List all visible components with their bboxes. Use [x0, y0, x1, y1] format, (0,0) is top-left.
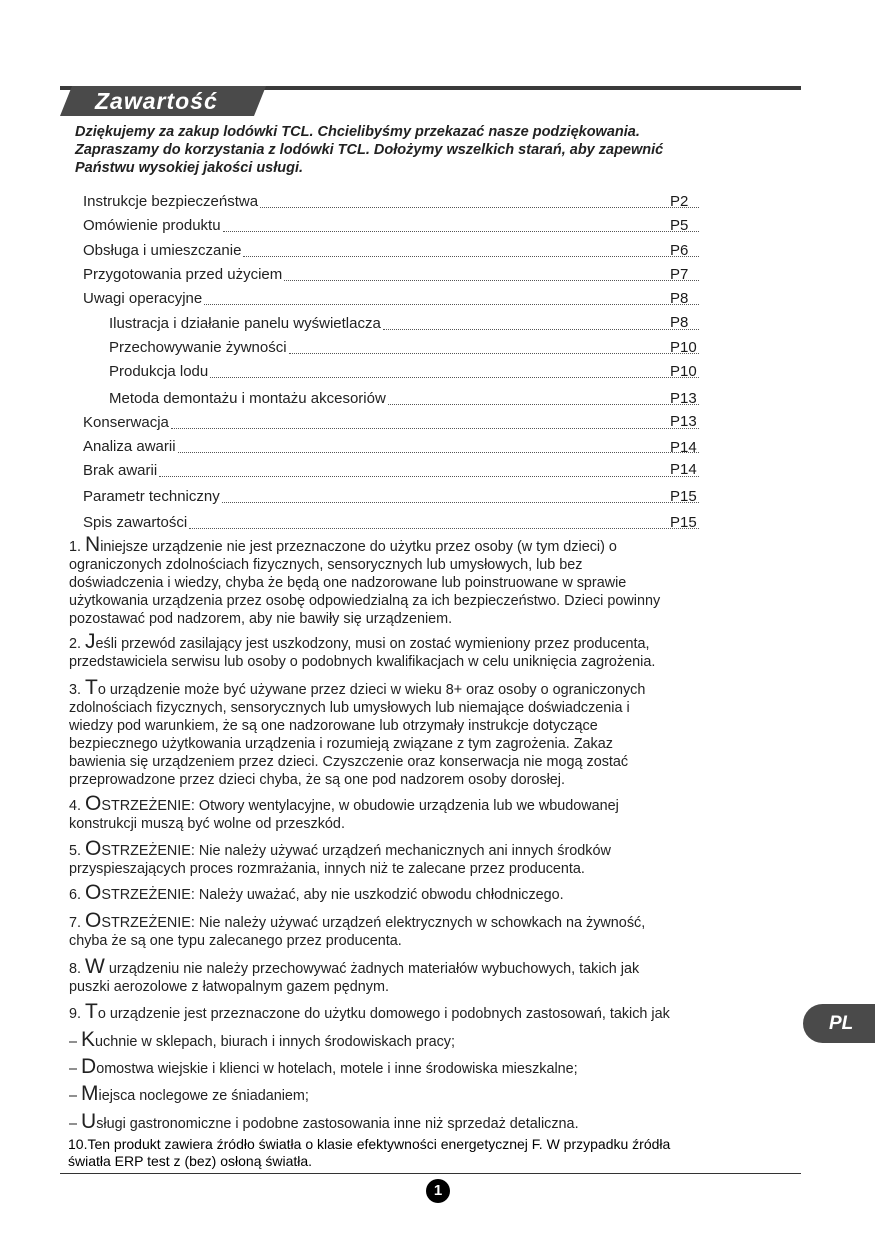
bullet-item: – Miejsca noclegowe ze śniadaniem;	[69, 1082, 309, 1105]
note-2: 2. Jeśli przewód zasilający jest uszkodzony, musi on zostać wymieniony przez producenta, przedstawiciela serwisu lub osoby o podobnych kwalifikacjach w celu uniknięcia zagrożenia.	[69, 630, 656, 670]
note-8: 8. W urządzeniu nie należy przechowywać żadnych materiałów wybuchowych, takich jak puszki aerozolowe z łatwopalnym gazem pędnym.	[69, 955, 640, 995]
toc-page-number: P15	[670, 514, 697, 531]
language-tab: PL	[803, 1004, 875, 1043]
toc-page-number: P10	[670, 339, 697, 356]
toc-page-number: P15	[670, 488, 697, 505]
bullet-item: – Domostwa wiejskie i klienci w hotelach, motele i inne środowiska mieszkalne;	[69, 1055, 578, 1078]
intro-text: Dziękujemy za zakup lodówki TCL. Chcielibyśmy przekazać nasze podziękowania. Zapraszamy do korzystania z lodówki TCL. Dołożymy wszelkich starań, aby zapewnić Państwu wysokiej jakości usługi.	[75, 124, 664, 176]
note-3: 3. To urządzenie może być używane przez dzieci w wieku 8+ oraz osoby o ograniczonych zdolnościach fizycznych, sensorycznych lub umysłowych lub niemające doświadczenia i wiedzy pod warunkiem, że są one nadzorowane lub otrzymały instrukcje dotyczące bezpiecznego użytkowania urządzenia i rozumieją związane z tym zagrożenia. Zakaz bawienia się urządzeniem przez dzieci. Czyszczenie oraz konserwacja nie mogą zostać przeprowadzone przez dzieci chyba, że są one pod nadzorem osoby dorosłej.	[69, 676, 646, 788]
toc-item: Brak awarii	[83, 460, 703, 480]
footer-rule	[60, 1173, 801, 1174]
toc-page-number: P7	[670, 266, 689, 283]
toc-item: Parametr techniczny	[83, 486, 703, 506]
toc-page-number: P13	[670, 413, 697, 430]
toc-item: Przechowywanie żywności	[109, 337, 703, 357]
toc-page-number: P6	[670, 242, 689, 259]
toc-page-number: P10	[670, 363, 697, 380]
toc-page-number: P2	[670, 193, 689, 210]
note-7: 7. OSTRZEŻENIE: Nie należy używać urządzeń elektrycznych w schowkach na żywność, chyba że są one typu zalecanego przez producenta.	[69, 909, 646, 949]
page-number-badge: 1	[426, 1179, 450, 1203]
toc-page-number: P5	[670, 217, 689, 234]
toc-item: Produkcja lodu	[109, 361, 703, 381]
toc-item: Spis zawartości	[83, 512, 703, 532]
toc-item: Metoda demontażu i montażu akcesoriów	[109, 388, 703, 408]
bullet-item: – Usługi gastronomiczne i podobne zastosowania inne niż sprzedaż detaliczna.	[69, 1110, 579, 1133]
bullet-item: – Kuchnie w sklepach, biurach i innych środowiskach pracy;	[69, 1028, 455, 1051]
toc-item: Ilustracja i działanie panelu wyświetlacza	[109, 313, 703, 333]
toc-item: Uwagi operacyjne	[83, 288, 703, 308]
toc-page-number: P8	[670, 314, 689, 331]
toc-page-number: P8	[670, 290, 689, 307]
toc-page-number: P13	[670, 390, 697, 407]
note-4: 4. OSTRZEŻENIE: Otwory wentylacyjne, w obudowie urządzenia lub we wbudowanej konstrukcji muszą być wolne od przeszkód.	[69, 792, 619, 832]
toc-item: Przygotowania przed użyciem	[83, 264, 703, 284]
note-6: 6. OSTRZEŻENIE: Należy uważać, aby nie uszkodzić obwodu chłodniczego.	[69, 881, 564, 904]
toc-item: Instrukcje bezpieczeństwa	[83, 191, 703, 211]
page-title: Zawartość	[95, 88, 218, 114]
toc-item: Konserwacja	[83, 412, 703, 432]
toc-item: Omówienie produktu	[83, 215, 703, 235]
note-10: 10.Ten produkt zawiera źródło światła o klasie efektywności energetycznej F. W przypadku źródła światła ERP test z (bez) osłoną światła.	[68, 1136, 671, 1169]
toc-item: Analiza awarii	[83, 436, 703, 456]
note-9: 9. To urządzenie jest przeznaczone do użytku domowego i podobnych zastosowań, takich jak	[69, 1000, 670, 1023]
toc-item: Obsługa i umieszczanie	[83, 240, 703, 260]
toc-page-number: P14	[670, 439, 697, 456]
toc-page-number: P14	[670, 461, 697, 478]
note-5: 5. OSTRZEŻENIE: Nie należy używać urządzeń mechanicznych ani innych środków przyspieszających proces rozmrażania, innych niż te zalecane przez producenta.	[69, 837, 611, 877]
note-1: 1. Niniejsze urządzenie nie jest przeznaczone do użytku przez osoby (w tym dzieci) o ograniczonych zdolnościach fizycznych, sensorycznych lub umysłowych, lub bez doświadczenia i wiedzy, chyba że będą one nadzorowane lub poinstruowane w sprawie użytkowania urządzenia przez osobę odpowiedzialną za ich bezpieczeństwo. Dzieci powinny pozostawać pod nadzorem, aby nie bawiły się urządzeniem.	[69, 533, 661, 627]
